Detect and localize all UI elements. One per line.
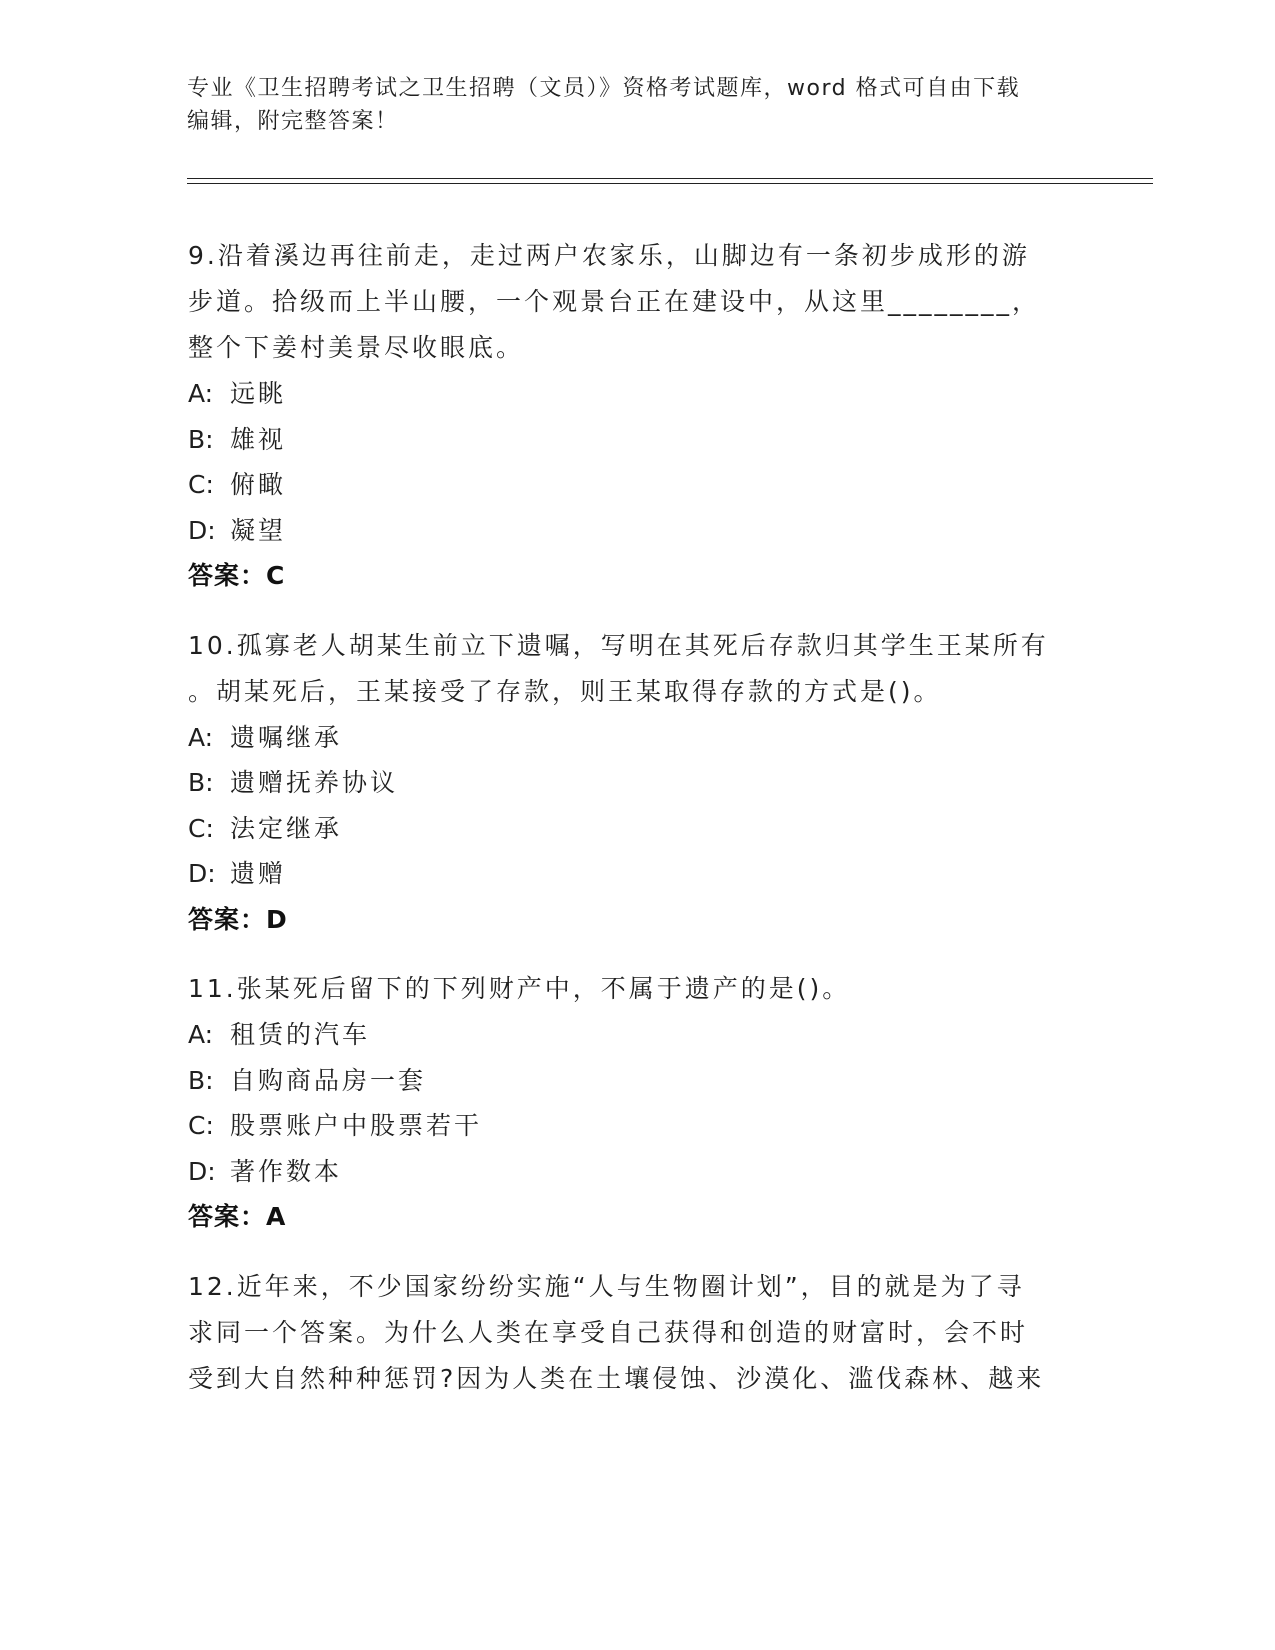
answer: 答案：D bbox=[188, 904, 288, 934]
option-letter: B: bbox=[188, 424, 214, 454]
option-text: 远眺 bbox=[230, 379, 287, 408]
option-text: 凝望 bbox=[230, 515, 287, 545]
option-letter: C: bbox=[188, 470, 214, 499]
option-text: 法定继承 bbox=[230, 813, 343, 843]
option-text: 自购商品房一套 bbox=[230, 1065, 427, 1095]
question-text bbox=[188, 1264, 1088, 1402]
question-line: 11.张某死后留下的下列财产中，不属于遗产的是()。 bbox=[188, 974, 851, 1003]
question-12 bbox=[188, 1264, 1088, 1402]
question-line: 步道。拾级而上半山腰，一个观景台正在建设中，从这里________， bbox=[188, 287, 1041, 316]
question-line: 9.沿着溪边再往前走，走过两户农家乐，山脚边有一条初步成形的游 bbox=[188, 241, 1030, 270]
option-letter: D: bbox=[188, 1156, 216, 1186]
option-letter: D: bbox=[188, 859, 216, 888]
option-text: 俯瞰 bbox=[230, 470, 287, 499]
option-letter: B: bbox=[188, 768, 214, 797]
option-text: 遗赠 bbox=[230, 859, 287, 888]
header-line-1: 专业《卫生招聘考试之卫生招聘（文员）》资格考试题库，word 格式可自由下载 bbox=[187, 76, 1021, 101]
option-letter: A: bbox=[188, 379, 214, 408]
option-d bbox=[188, 508, 1088, 554]
header-line-2: 编辑，附完整答案！ bbox=[187, 109, 399, 134]
option-letter: A: bbox=[188, 1020, 214, 1049]
answer: 答案：A bbox=[188, 1202, 287, 1231]
option-a bbox=[188, 371, 1088, 417]
option-b bbox=[188, 760, 1088, 806]
question-text bbox=[188, 233, 1088, 371]
option-letter: A: bbox=[188, 722, 214, 752]
option-b bbox=[188, 417, 1088, 463]
option-c bbox=[188, 806, 1088, 852]
question-line: 10.孤寡老人胡某生前立下遗嘱，写明在其死后存款归其学生王某所有 bbox=[188, 630, 1049, 660]
option-a bbox=[188, 715, 1088, 761]
option-letter: C: bbox=[188, 813, 214, 843]
question-list bbox=[188, 233, 1088, 1426]
option-a bbox=[188, 1012, 1088, 1058]
option-d bbox=[188, 1149, 1088, 1195]
option-text: 雄视 bbox=[230, 424, 287, 454]
question-text bbox=[188, 623, 1088, 715]
header-divider-top bbox=[187, 178, 1153, 179]
question-line: 求同一个答案。为什么人类在享受自己获得和创造的财富时，会不时 bbox=[188, 1317, 1029, 1347]
option-letter: D: bbox=[188, 515, 216, 545]
option-b bbox=[188, 1058, 1088, 1104]
option-text: 遗嘱继承 bbox=[230, 722, 343, 752]
question-text bbox=[188, 966, 1088, 1012]
question-line: 受到大自然种种惩罚?因为人类在土壤侵蚀、沙漠化、滥伐森林、越来 bbox=[188, 1363, 1045, 1393]
question-10 bbox=[188, 623, 1088, 943]
question-11 bbox=[188, 966, 1088, 1240]
option-letter: B: bbox=[188, 1065, 214, 1095]
option-letter: C: bbox=[188, 1111, 214, 1140]
option-text: 租赁的汽车 bbox=[230, 1020, 371, 1049]
option-c bbox=[188, 462, 1088, 508]
option-d bbox=[188, 851, 1088, 897]
question-line: 整个下姜村美景尽收眼底。 bbox=[188, 333, 525, 362]
question-line: 。胡某死后，王某接受了存款，则王某取得存款的方式是()。 bbox=[188, 676, 942, 706]
option-text: 著作数本 bbox=[230, 1156, 343, 1186]
answer: 答案：C bbox=[188, 561, 286, 590]
option-c bbox=[188, 1103, 1088, 1149]
document-header bbox=[187, 72, 1087, 138]
header-divider-bottom bbox=[187, 183, 1153, 184]
option-text: 股票账户中股票若干 bbox=[230, 1111, 483, 1140]
question-9 bbox=[188, 233, 1088, 599]
question-line: 12.近年来，不少国家纷纷实施“人与生物圈计划”，目的就是为了寻 bbox=[188, 1271, 1025, 1301]
option-text: 遗赠抚养协议 bbox=[230, 768, 399, 797]
